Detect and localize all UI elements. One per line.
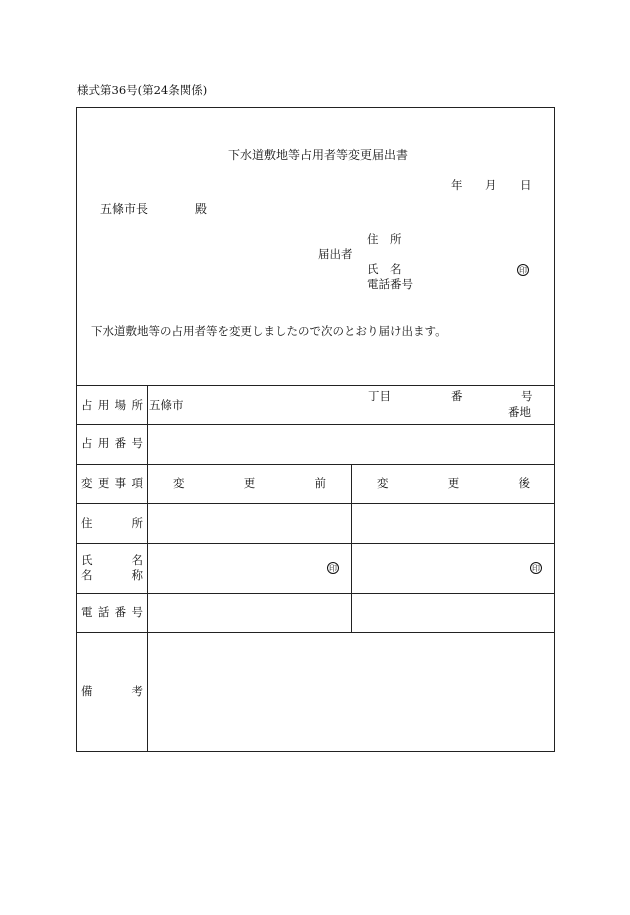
- label-char: 号: [131, 436, 143, 450]
- label-char: 住: [81, 516, 93, 530]
- location-ban: 番: [451, 389, 463, 403]
- header-char: 更: [243, 476, 256, 490]
- header-char: 後: [518, 476, 530, 490]
- date-day-label: 日: [520, 178, 532, 192]
- before-change-header: [173, 478, 326, 490]
- location-go: 号: [521, 389, 533, 403]
- form-number: 様式第36号(第24条関係): [77, 83, 208, 97]
- after-seal-icon: 印: [532, 564, 540, 573]
- after-change-header: [377, 478, 530, 490]
- occupancy-number-label: [81, 438, 143, 450]
- header-char: 更: [447, 476, 460, 490]
- label-char: 場: [114, 398, 127, 412]
- before-after-divider: [351, 464, 352, 632]
- header-char: 変: [377, 476, 389, 490]
- label-char: 事: [114, 476, 127, 490]
- label-char: 更: [97, 476, 110, 490]
- label-char: 用: [97, 436, 110, 450]
- applicant-name-label: 氏 名: [367, 262, 402, 276]
- location-chome: 丁目: [368, 389, 391, 403]
- address-label: [81, 518, 143, 530]
- applicant-label: 届出者: [318, 247, 353, 261]
- location-label: [81, 400, 143, 412]
- label-char: 所: [131, 398, 143, 412]
- entity-name-label: [81, 570, 143, 582]
- phone-label: [81, 607, 143, 619]
- name-label: [81, 555, 143, 567]
- label-char: 名: [131, 553, 143, 567]
- form-title: 下水道敷地等占用者等変更届出書: [228, 148, 409, 162]
- label-char: 電: [81, 605, 93, 619]
- label-char: 用: [97, 398, 110, 412]
- addressee: 五條市長: [100, 202, 149, 216]
- remarks-label: [81, 686, 143, 698]
- header-char: 変: [173, 476, 185, 490]
- label-char: 占: [81, 398, 93, 412]
- date-month-label: 月: [485, 178, 497, 192]
- label-char: 称: [131, 568, 143, 582]
- before-seal-icon: 印: [329, 564, 337, 573]
- label-char: 所: [131, 516, 143, 530]
- label-char: 変: [81, 476, 93, 490]
- label-char: 占: [81, 436, 93, 450]
- date-year-label: 年: [451, 178, 463, 192]
- location-banchi: 番地: [508, 405, 531, 419]
- honorific: 殿: [195, 202, 208, 216]
- label-char: 項: [131, 476, 143, 490]
- label-char: 考: [131, 684, 143, 698]
- label-char: 番: [114, 436, 127, 450]
- label-char: 名: [81, 568, 93, 582]
- applicant-address-label: 住 所: [367, 232, 402, 246]
- change-item-label: [81, 478, 143, 490]
- location-city: 五條市: [149, 398, 184, 412]
- label-char: 備: [81, 684, 93, 698]
- label-char: 氏: [81, 553, 93, 567]
- applicant-seal-icon: 印: [519, 266, 527, 275]
- label-char: 話: [97, 605, 110, 619]
- applicant-phone-label: 電話番号: [367, 277, 413, 291]
- statement-text: 下水道敷地等の占用者等を変更しましたので次のとおり届け出ます。: [91, 324, 447, 338]
- label-char: 番: [114, 605, 127, 619]
- label-column-divider: [147, 385, 148, 752]
- label-char: 号: [131, 605, 143, 619]
- header-char: 前: [314, 476, 326, 490]
